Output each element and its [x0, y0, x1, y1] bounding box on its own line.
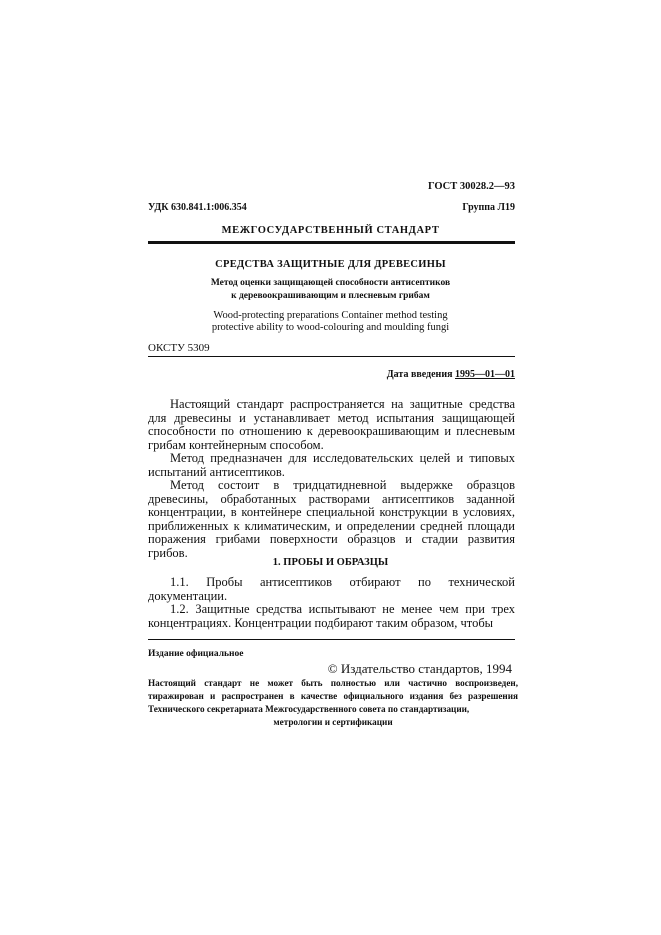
paragraph: Настоящий стандарт распространяется на защитные средства для древесины и устанавливает метод испытания защищающей способности по отношению к деревоокрашивающим и плесневым грибам контейнерным способом.: [148, 397, 515, 452]
section-1-text: [148, 576, 515, 630]
subtitle-line-1: Метод оценки защищающей способности антисептиков: [210, 278, 451, 288]
intro-text: [148, 398, 515, 560]
edition-label: Издание официальное: [148, 649, 244, 659]
udk-code: УДК 630.841.1:006.354: [148, 202, 247, 213]
standard-code: ГОСТ 30028.2—93: [427, 181, 515, 192]
footer-divider: [148, 639, 515, 640]
header-divider: [148, 241, 515, 244]
notice-text-last: метрологии и сертификации: [273, 717, 393, 727]
section-heading: 1. ПРОБЫ И ОБРАЗЦЫ: [272, 557, 389, 568]
interstate-standard-heading: МЕЖГОСУДАРСТВЕННЫЙ СТАНДАРТ: [221, 225, 440, 236]
document-title: СРЕДСТВА ЗАЩИТНЫЕ ДЛЯ ДРЕВЕСИНЫ: [215, 259, 446, 270]
english-title-line-2: protective ability to wood-colouring and moulding fungi: [211, 322, 450, 333]
notice-text: Настоящий стандарт не может быть полностью или частично воспроизведен, тиражирован и распространен в качестве официального издания без разрешения Технического секретариата Межгосударственного совета по стандартизации,: [148, 678, 518, 714]
paragraph: Метод предназначен для исследовательских целей и типовых испытаний антисептиков.: [148, 451, 515, 479]
intro-date: [387, 369, 515, 380]
copyright-notice: [148, 677, 518, 729]
copyright: © Издательство стандартов, 1994: [327, 661, 512, 676]
okstu-code: ОКСТУ 5309: [148, 342, 210, 354]
paragraph: 1.2. Защитные средства испытывают не менее чем при трех концентрациях. Концентрации подбирают таким образом, чтобы: [148, 602, 515, 630]
group-code: Группа Л19: [462, 202, 515, 213]
subtitle-line-2: к деревоокрашивающим и плесневым грибам: [231, 291, 430, 301]
paragraph: Метод состоит в тридцатидневной выдержке образцов древесины, обработанных растворами антисептиков заданной концентрации, в контейнере специальной конструкции в условиях, приближенных к климатическим, и определении средней площади поражения грибами поверхности образцов и стадии развития грибов.: [148, 478, 515, 560]
paragraph: 1.1. Пробы антисептиков отбирают по технической документации.: [148, 575, 515, 603]
intro-date-value: 1995—01—01: [455, 369, 515, 380]
intro-date-label: Дата введения: [386, 369, 453, 380]
okstu-divider: [148, 356, 515, 357]
english-title-line-1: Wood-protecting preparations Container method testing: [213, 310, 448, 321]
